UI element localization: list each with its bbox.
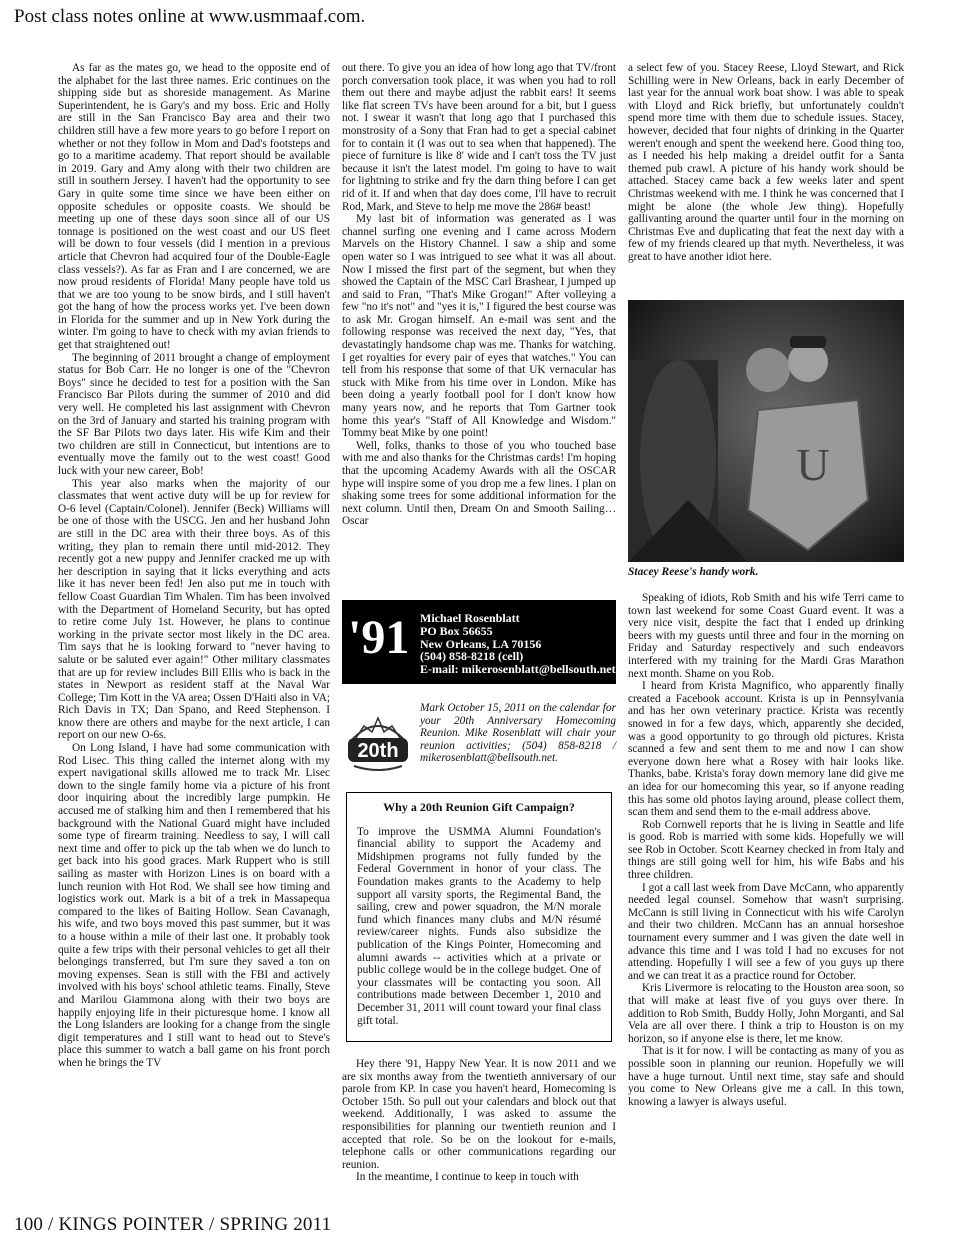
- badge-text: 20th: [357, 740, 399, 762]
- paragraph: This year also marks when the majority of our classmates that went active duty will be up for review for O-6 level (Captain/Colonel). Jennifer (Beck) Williams will be one of those with the USCG. Jen and her husband John are still in the DC area with their three boys. As of this writing, they plan to remain there until mid-2012. They recently got a new puppy and Jennifer cracked me up with her description in saying that it licks everything and acts like it has never been fed! Jen also put me in touch with fellow Coast Guardian Tim Whalen. Tim has been involved with the Department of Homeland Security, but has opted to retire come July 1st. However, he plans to continue working in the private sector most likely in the DC area. Tim says that he is looking forward to "never having to salute or be saluted ever again!" Other military classmates that are up for review includes Bill Ellis who is back in the states in Newport as resident staff at the Naval War College; Tim Kott in the VA area; Ossen D'Haiti also in VA; Rich Davis in TX; Dan Spano, and Reed Stephenson. I know there are others and maybe for the next article, I can report on our new O-6s.: [58, 477, 330, 742]
- twentieth-reunion-logo: [344, 708, 412, 774]
- paragraph: Well, folks, thanks to those of you who touched base with me and also thanks for the Christmas cards! I'm hoping that the upcoming Academy Awards with all the OSCAR hype will inspire some of you drop me a few lines. I plan on shaking some trees for some additional information for the next column. Until then, Dream On and Smooth Sailing…Oscar: [342, 439, 616, 528]
- paragraph: out there. To give you an idea of how long ago that TV/front porch conversation took place, it was when you had to roll them out there and maybe adjust the rabbit ears! It seems like flat screen TVs have been around for a bit, but I guess not. I swear it wasn't that long ago that I purchased this monstrosity of a Sony that Fran had to get a special cabinet for to contain it (I was out to sea when that happened). The piece of furniture is like 8' wide and I can't toss the TV just because it isn't the latest model. I'm going to have to wait for lightning to strike and fry the darn thing before I can get rid of it. If and when that day does come, I'll have to recruit Rod, Mark, and Steve to help me move the 286# beast!: [342, 62, 616, 213]
- column-2-top: [342, 62, 616, 588]
- paragraph: I heard from Krista Magnifico, who apparently finally created a Facebook account. Krista is up in Pennsylvania and has her own veterinary practice. Krista was recently snowed in for a few days, which, apparently she decided, was a good opportunity to go through old pictures. Krista scanned a few and sent them to me and now I can show everyone down here what a Rosey with hair looks like. Thanks, babe. Krista's foray down memory lane did give me an idea for our homecoming this year, so if anyone reading this has some old photos laying around, please collect them, scan them and send them to the e-mail address above.: [628, 680, 904, 819]
- svg-text:U: U: [796, 439, 830, 490]
- column-3-bottom: [628, 592, 904, 1192]
- gift-campaign-body: To improve the USMMA Alumni Foundation's financial ability to support the Academy and Midshipmen programs not fully funded by the Federal Government in honor of your class. The Foundation makes grants to the Academy to help support all varsity sports, the Regimental Band, the sailing, crew and power squadron, the M/N morale fund which finances many clubs and M/N résumé review/career nights. Funds also subsidize the publication of the Kings Pointer, Homecoming and alumni awards -- activities which at a private or public college would be in the college budget. One of your classmates will be contacting you soon. All contributions made between December 1, 2010 and December 31, 2011 will count toward your final class gift total.: [357, 825, 601, 1027]
- paragraph: Kris Livermore is relocating to the Houston area soon, so that will make at least five of you guys over there. In addition to Rob Smith, Buddy Holly, John Morganti, and Sal Vela are all over there. I think a trip to Houston is on my horizon, so if anyone else is there, let me know.: [628, 982, 904, 1045]
- paragraph: a select few of you. Stacey Reese, Lloyd Stewart, and Rick Schilling were in New Orleans, back in early December of last year for the annual work boat show. I was able to speak with Lloyd and Rick briefly, but unfortunately couldn't spend more time with them due to schedule issues. Stacey, however, decided that four nights of drinking in the Quarter weren't enough and spent the weekend here. Good thing too, as I needed his help making a dreidel outfit for a Santa themed pub crawl. A picture of his handy work should be attached. Stacey came back a few weeks later and spent Christmas weekend with me. I think he was concerned that I might be alone (the whole Jew thing). Hopefully gallivanting around the quarter until four in the morning on Christmas Eve and duplicating that feat the next day with a few of my friends cleared up that myth. Nevertheless, it was great to have another idiot here.: [628, 62, 904, 263]
- paragraph: My last bit of information was generated as I was channel surfing one evening and I came across Modern Marvels on the History Channel. I saw a ship and some open water so I was intrigued to see what it was all about. Now I missed the first part of the segment, but when they showed the Captain of the MSC Carl Brashear, I jumped up and said to Fran, "That's Mike Grogan!" After volleying a few "no it's not" and "yes it is," I figured the best course was to ask Mr. Grogan himself. An e-mail was sent and the following response was received the next day, "Yes, that devastatingly handsome chap was me. Thanks for watching. I get royalties for every pair of eyes that watches." You can tell from his response that some of that UK vernacular has stuck with Mike from his time over in London. Mike has been doing a yearly football pool for I don't know how many years now, and he reports that Tom Gartner took home this year's "Staff of All Knowledge and Wisdom." Tommy beat Mike by one point!: [342, 213, 616, 440]
- class-contact-box: [342, 600, 616, 684]
- gift-campaign-box: [346, 792, 612, 1042]
- paragraph: The beginning of 2011 brought a change of employment status for Bob Carr. He no longer is one of the "Chevron Boys" since he decided to test for a position with the San Francisco Bar Pilots during the summer of 2010 and did very well. He completed his last assignment with Chevron on the 3rd of January and started his training program with the SF Bar Pilots two days later. His wife Kim and their two children are still in Connecticut, but intentions are to eventually move the family out to the west coast! Good luck with your new career, Bob!: [58, 351, 330, 477]
- class-year: '91: [348, 611, 410, 664]
- paragraph: In the meantime, I continue to keep in touch with: [356, 1171, 579, 1184]
- paragraph: I got a call last week from Dave McCann, who apparently needed legal counsel. Somehow that wasn't surprising. McCann is still living in Connecticut with his wife Carolyn and their two children. McCann has an annual horseshoe tournament every summer and I was given the date well in advance this time and I was told I had no excuses for not attending. Hopefully I will see a few of you guys up there and we can treat it as a practice round for October.: [628, 881, 904, 982]
- secretary-name: Michael Rosenblatt: [420, 611, 520, 625]
- reunion-text: Mark October 15, 2011 on the calendar for your 20th Anniversary Homecoming Reunion. Mike Rosenblatt will chair your reunion activities; (504) 858-8218 / mikerosenblatt@bellsouth.net.: [420, 702, 616, 765]
- paragraph: Rob Cornwell reports that he is living in Seattle and life is good. Rob is married with some kids. Hopefully we will see Rob in October. Scott Kearney checked in from Italy and things are still going well for him, his wife Babs and his three children.: [628, 818, 904, 882]
- class-secretary-info: [420, 612, 616, 676]
- paragraph: As far as the mates go, we head to the opposite end of the alphabet for the last three names. Eric continues on the shipping side but as shoreside management. As Marine Superintendent, he is Gary's and my boss. Eric and Holly are still in the San Francisco Bay area and their two children still have a few more years to go before I report on whether or not they follow in Mom and Dad's footsteps and go to a maritime academy. That report should be available in 2019. Gary and Amy along with their two children are still in southern Jersey. I haven't had the opportunity to see Gary in quite some time since we have been either on opposite schedules or opposite coasts. We should be meeting up one of these days soon since all of our US tonnage is positioned on the west coast and our US fleet will be down to four vessels (did I mention in a previous article that Chevron had acquired four of the Double-Eagle class vessels?). As far as Fran and I are concerned, we are now proud residents of Florida! Many people have told us that we are too young to be snow birds, and I still haven't got the hang of how the process works yet. I've been down in Florida for the summer and up in New York during the winter. I'm going to have to check with my avian friends to get that straightened out!: [58, 62, 330, 352]
- secretary-email: E-mail: mikerosenblatt@bellsouth.net: [420, 662, 616, 677]
- secretary-phone: (504) 858-8218 (cell): [420, 649, 524, 664]
- paragraph: On Long Island, I have had some communication with Rod Lisec. This thing called the internet along with my expert navigational skills allowed me to track Mr. Lisec down to the single family home via a picture of his front door inquiring about the incredibly large pumpkin. He accused me of stalking him and then I remembered that his background with the National Guard might have included some type of firearm training. Needless to say, I will call next time and offer to pick up the tab when we do lunch to get back into his good graces. Mark Ruppert who is still sailing as master with Horizon Lines is on board with a lunch reunion with Hot Rod. We shall see how timing and logistics work out. Mark is a bit of a trek in Massapequa compared to the likes of Baiting Hollow. Sean Cavanagh, his wife, and two boys moved this past summer, but it was to a house within a mile of their last one. It probably took quite a few trips with their personal vehicles to get all their belongings transferred, but I'm sure they saved a ton on moving expenses. Sean is still with the FBI and actively involved with his boys' school athletic teams. Finally, Steve and Marilou Giammona along with their two boys are happily enjoying life in their picturesque home. I know all the Long Islanders are looking for a change from the single digit temperatures and I still want to head out to Steve's place this summer to watch a ball game on his front porch when he brings the TV: [58, 742, 330, 1069]
- photo-dreidel-costume: [628, 300, 904, 562]
- column-2-bottom: [342, 1058, 616, 1192]
- photo-image: [628, 300, 904, 562]
- photo-caption: Stacey Reese's handy work.: [628, 566, 759, 578]
- secretary-address-1: PO Box 56655: [420, 623, 493, 638]
- gift-campaign-title: Why a 20th Reunion Gift Campaign?: [383, 800, 575, 814]
- column-3-top: [628, 62, 904, 290]
- page-footer: 100 / KINGS POINTER / SPRING 2011: [14, 1214, 332, 1235]
- paragraph: Speaking of idiots, Rob Smith and his wife Terri came to town last weekend for some Coast Guard event. It was a very nice visit, despite the fact that I ended up drinking beers with my guests until three and four in the morning on Friday and Saturday respectively and such endeavors interfered with my training for the Mardi Gras Marathon next month. Shame on you Rob.: [628, 592, 904, 680]
- column-1: [58, 62, 330, 1192]
- secretary-address-2: New Orleans, LA 70156: [420, 636, 542, 651]
- reunion-notice: [342, 698, 616, 788]
- page-header: Post class notes online at www.usmmaaf.com.: [14, 6, 366, 27]
- paragraph: That is it for now. I will be contacting as many of you as possible soon in planning our reunion. Hopefully we will have a huge turnout. Until next time, stay safe and should you come to New Orleans give me a call. In this town, knowing a lawyer is always useful.: [628, 1045, 904, 1108]
- paragraph: Hey there '91, Happy New Year. It is now 2011 and we are six months away from the twentieth anniversary of our parole from KP. In case you haven't heard, Homecoming is October 15th. So pull out your calendars and block out that weekend. Additionally, I was asked to assume the responsibilities for planning our twentieth reunion and I accepted that role. So be on the lookout for e-mails, telephone calls or other communications regarding our reunion.: [342, 1058, 616, 1171]
